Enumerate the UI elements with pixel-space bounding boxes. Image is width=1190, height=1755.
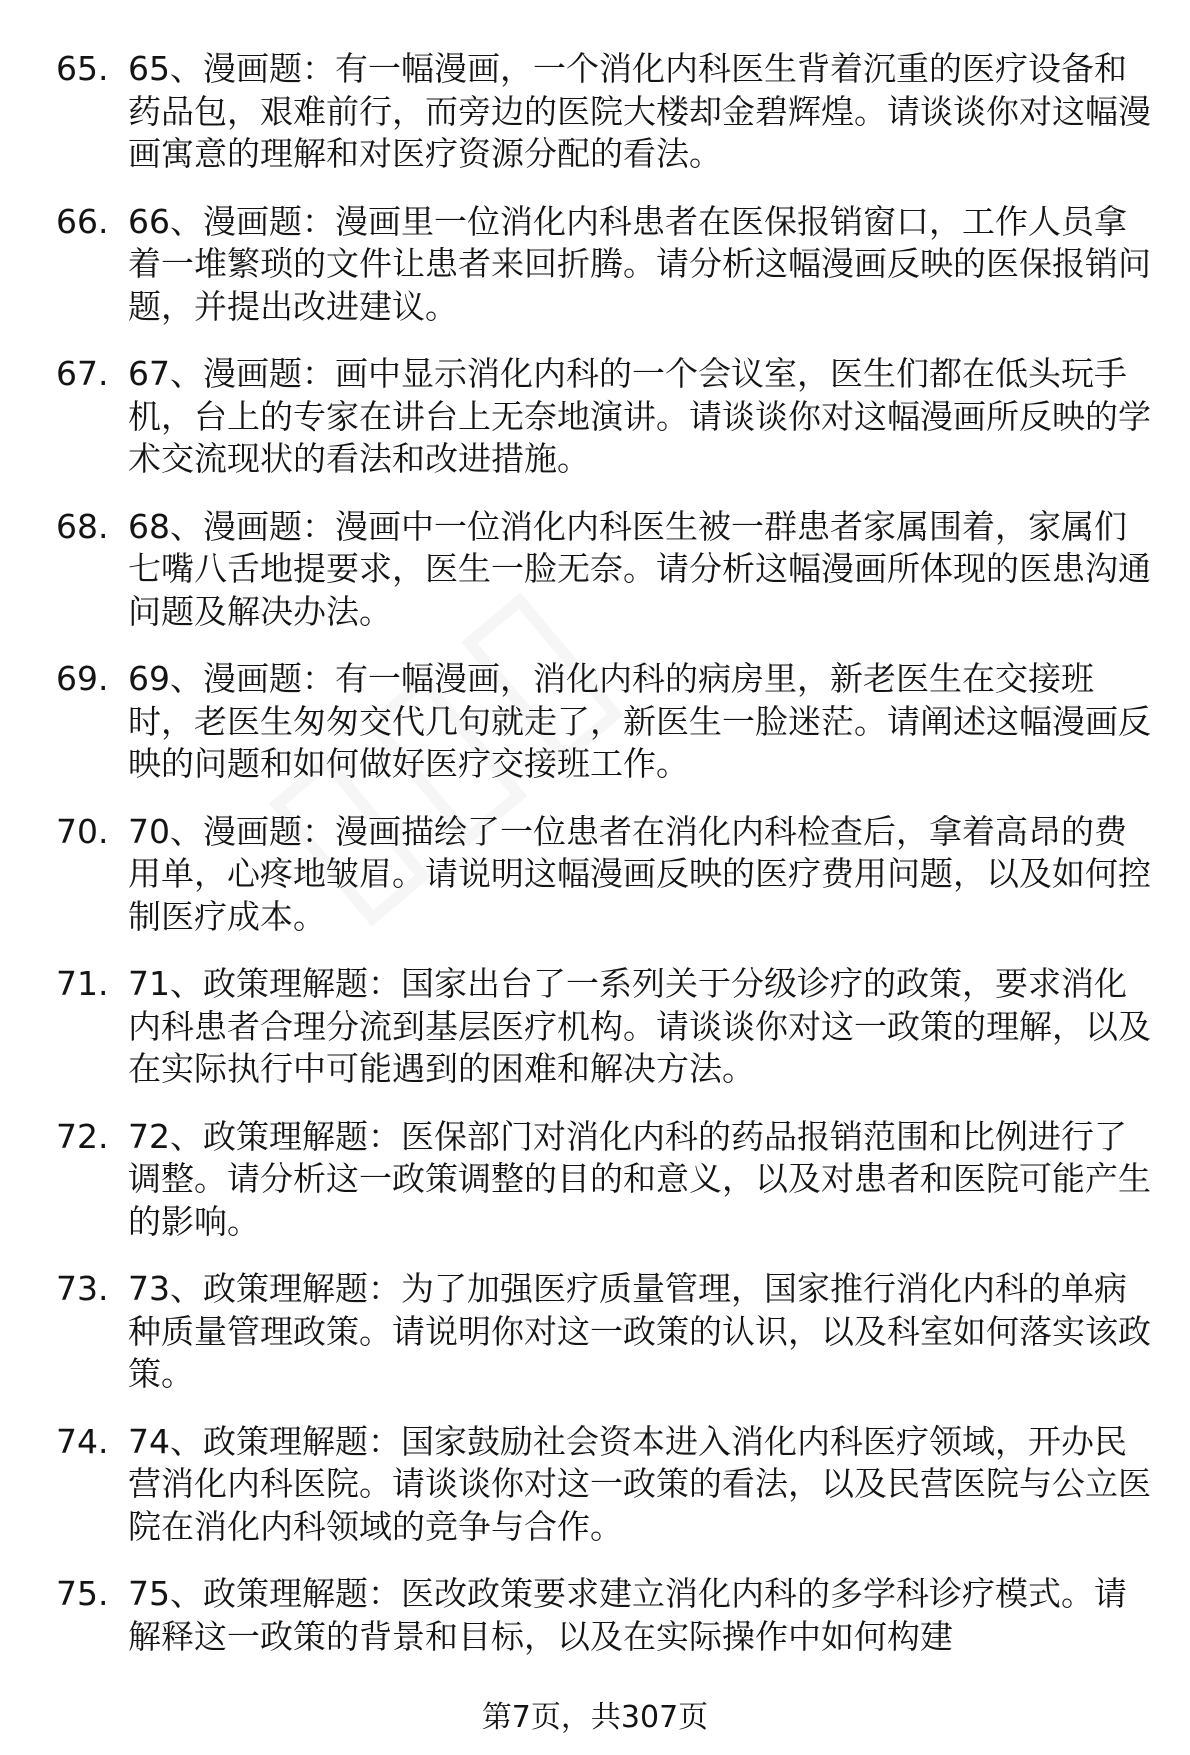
question-number: 71. [56, 964, 109, 1003]
question-number: 69. [56, 659, 109, 698]
question-text: 71、政策理解题：国家出台了一系列关于分级诊疗的政策，要求消化内科患者合理分流到基层医疗机构。请谈谈你对这一政策的理解，以及在实际执行中可能遇到的困难和解决方法。 [128, 964, 1151, 1088]
question-text: 72、政策理解题：医保部门对消化内科的药品报销范围和比例进行了调整。请分析这一政策调整的目的和意义，以及对患者和医院可能产生的影响。 [128, 1116, 1151, 1241]
question-number: 75. [56, 1574, 109, 1613]
question-number: 66. [56, 201, 109, 241]
page-footer: 第7页，共307页 [481, 1700, 709, 1735]
question-item [56, 1268, 1158, 1396]
question-text: 65、漫画题：有一幅漫画，一个消化内科医生背着沉重的医疗设备和药品包，艰难前行，而旁边的医院大楼却金碧辉煌。请谈谈你对这幅漫画寓意的理解和对医疗资源分配的看法。 [128, 49, 1151, 173]
question-text: 67、漫画题：画中显示消化内科的一个会议室，医生们都在低头玩手机，台上的专家在讲台上无奈地演讲。请谈谈你对这幅漫画所反映的学术交流现状的看法和改进措施。 [128, 354, 1151, 478]
question-item [56, 658, 1158, 786]
question-number: 72. [56, 1116, 109, 1156]
question-item [56, 1573, 1158, 1658]
question-item [56, 506, 1158, 634]
question-number: 70. [56, 811, 109, 851]
question-number: 65. [56, 49, 109, 88]
question-number: 68. [56, 506, 109, 546]
question-text: 74、政策理解题：国家鼓励社会资本进入消化内科医疗领域，开办民营消化内科医院。请谈谈你对这一政策的看法，以及民营医院与公立医院在消化内科领域的竞争与合作。 [128, 1421, 1151, 1546]
question-text: 73、政策理解题：为了加强医疗质量管理，国家推行消化内科的单病种质量管理政策。请说明你对这一政策的认识，以及科室如何落实该政策。 [128, 1269, 1151, 1393]
question-text: 70、漫画题：漫画描绘了一位患者在消化内科检查后，拿着高昂的费用单，心疼地皱眉。请说明这幅漫画反映的医疗费用问题，以及如何控制医疗成本。 [128, 811, 1151, 936]
question-number: 74. [56, 1421, 109, 1461]
question-item [56, 1116, 1158, 1244]
question-number: 73. [56, 1269, 109, 1308]
question-item [56, 1421, 1158, 1549]
question-number: 67. [56, 354, 109, 393]
question-text: 69、漫画题：有一幅漫画，消化内科的病房里，新老医生在交接班时，老医生匆匆交代几句就走了，新医生一脸迷茫。请阐述这幅漫画反映的问题和如何做好医疗交接班工作。 [128, 659, 1151, 783]
question-item [56, 48, 1158, 176]
question-text: 66、漫画题：漫画里一位消化内科患者在医保报销窗口，工作人员拿着一堆繁琐的文件让患者来回折腾。请分析这幅漫画反映的医保报销问题，并提出改进建议。 [128, 201, 1151, 326]
question-list [56, 48, 1158, 1683]
question-text: 75、政策理解题：医改政策要求建立消化内科的多学科诊疗模式。请解释这一政策的背景和目标，以及在实际操作中如何构建 [128, 1574, 1127, 1656]
question-item [56, 353, 1158, 481]
question-text: 68、漫画题：漫画中一位消化内科医生被一群患者家属围着，家属们七嘴八舌地提要求，医生一脸无奈。请分析这幅漫画所体现的医患沟通问题及解决办法。 [128, 506, 1151, 631]
question-item [56, 811, 1158, 939]
question-item [56, 963, 1158, 1091]
question-item [56, 201, 1158, 329]
